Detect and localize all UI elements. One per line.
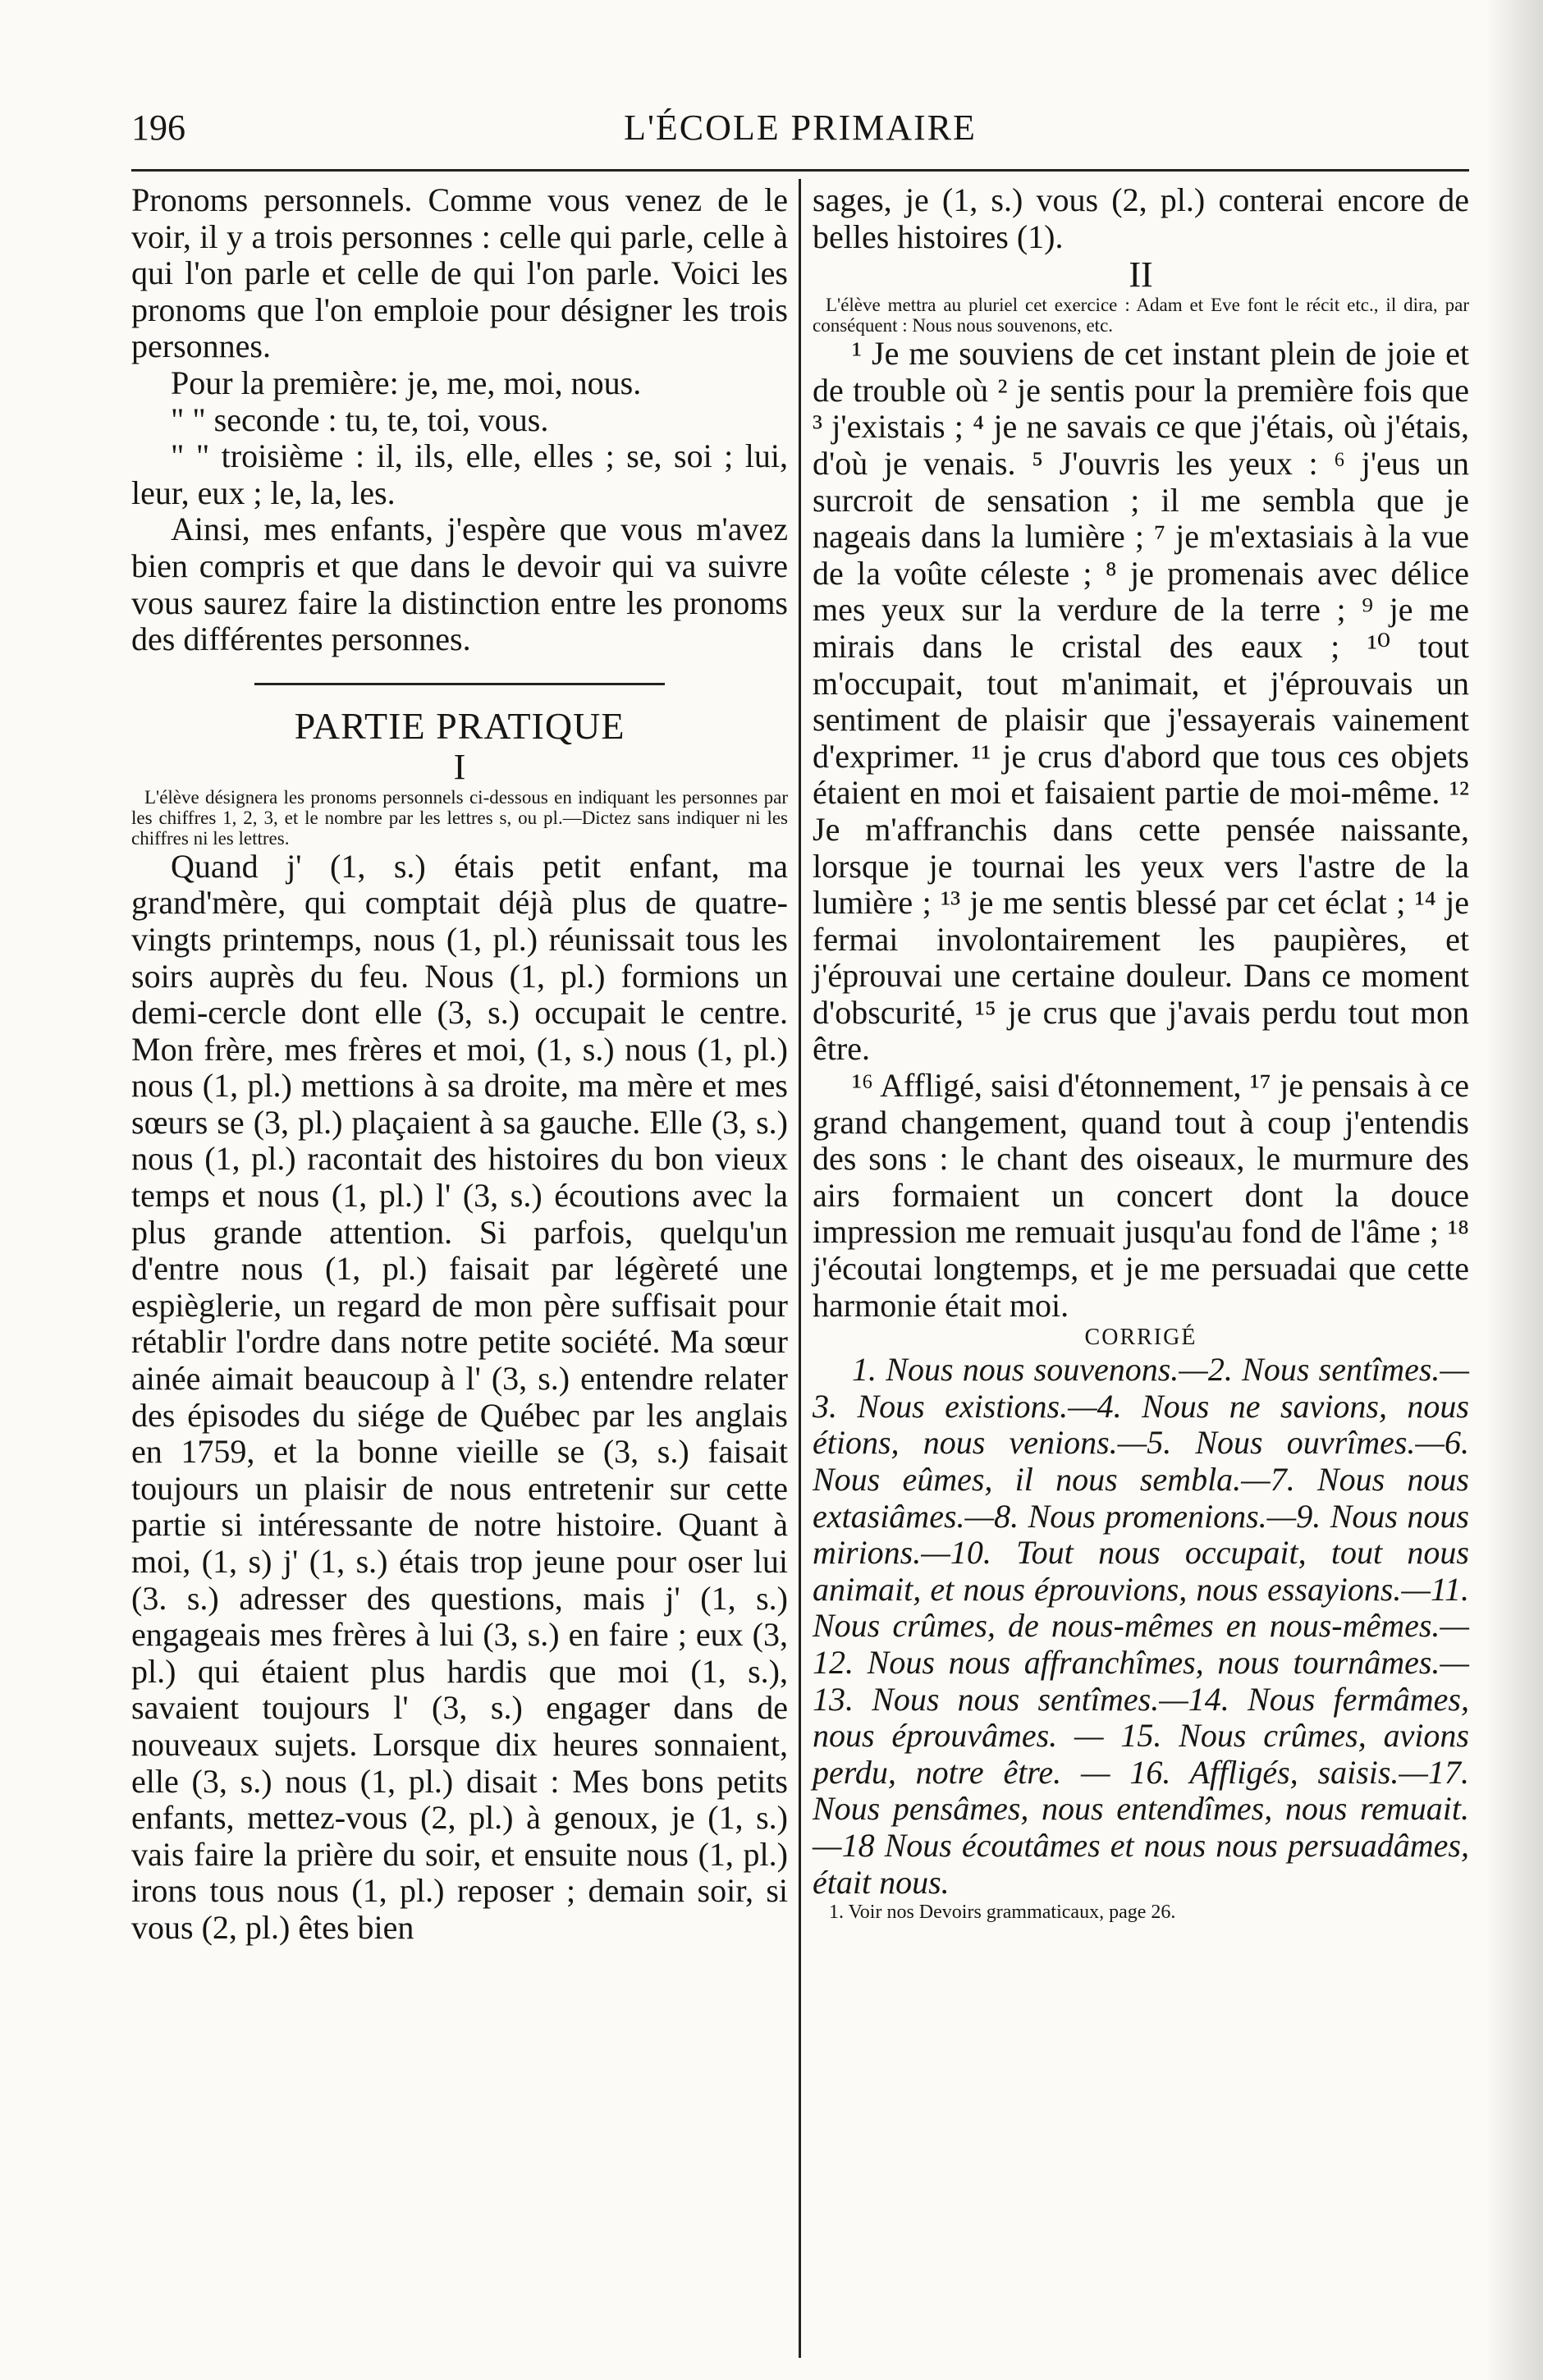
exercise-instruction: L'élève désignera les pronoms personnels ci-dessous en indiquant les personnes par les chiffres 1, 2, 3, et le nombre par les lettres s, ou pl.—Dictez sans indiquer ni les chiffres ni les lettres. — [131, 786, 788, 849]
exercise-text: Quand j' (1, s.) étais petit enfant, ma grand'mère, qui comptait déjà plus de quatre-vingts printemps, nous (1, pl.) réunissait tous les soirs auprès du feu. Nous (1, pl.) formions un demi-cercle dont elle (3, s.) occupait le centre. Mon frère, mes frères et moi, (1, s.) nous (1, pl.) nous (1, pl.) mettions à sa droite, ma mère et mes sœurs se (3, pl.) plaçaient à sa gauche. Elle (3, s.) nous (1, pl.) racontait des histoires du bon vieux temps et nous (1, pl.) l' (3, s.) écoutions avec la plus grande attention. Si parfois, quelqu'un d'entre nous (1, pl.) faisait par légèreté une espièglerie, un regard de mon père suffisait pour rétablir l'ordre dans notre petite société. Ma sœur ainée aimait beaucoup à l' (3, s.) entendre relater des épisodes du siége de Québec par les anglais en 1759, et la bonne vieille se (3, s.) faisait toujours un plaisir de nous entretenir sur cette partie si intéressante de notre histoire. Quant à moi, (1, s) j' (1, s.) étais trop jeune pour oser lui (3. s.) adresser des questions, mais j' (1, s.) engageais mes frères à lui (3, s.) en faire ; eux (3, pl.) qui étaient plus hardis que moi (1, s.), savaient toujours l' (3, s.) engager dans de nouveaux sujets. Lorsque dix heures sonnaient, elle (3, s.) nous (1, pl.) disait : Mes bons petits enfants, mettez-vous (2, pl.) à genoux, je (1, s.) vais faire la prière du soir, et ensuite nous (1, pl.) irons tous nous (1, pl.) reposer ; demain soir, si vous (2, pl.) êtes bien — [131, 847, 788, 1946]
exercise-continuation: sages, je (1, s.) vous (2, pl.) conterai encore de belles histoires (1). — [813, 181, 1469, 255]
corrige-heading: CORRIGÉ — [1084, 1325, 1197, 1351]
exercise-text: ¹ Je me souviens de cet instant plein de joie et de trouble où ² je sentis pour la première fois que ³ j'existais ; ⁴ je ne savais ce que j'étais, où j'étais, d'où je venais. ⁵ J'ouvris les yeux : ⁶ j'eus un surcroit de sensation ; il me sembla que je nageais dans la lumière ; ⁷ je m'extasiais à la vue de la voûte céleste ; ⁸ je promenais avec délice mes yeux sur la verdure de la terre ; ⁹ je me mirais dans le cristal des eaux ; ¹⁰ tout m'occupait, tout m'animait, et j'éprouvais un sentiment de plaisir que j'essayerais vainement d'exprimer. ¹¹ je crus d'abord que tous ces objets étaient en moi et faisaient partie de moi-même. ¹² Je m'affranchis dans cette pensée naissante, lorsque je tournai les yeux vers l'astre de la lumière ; ¹³ je me sentis blessé par cet éclat ; ¹⁴ je fermai involontairement les paupières, et j'éprouvai une certaine douleur. Dans ce moment d'obscurité, ¹⁵ je crus que j'avais perdu tout mon être. — [813, 335, 1469, 1068]
section-title: PARTIE PRATIQUE — [294, 704, 625, 747]
section-rule — [254, 683, 665, 685]
right-column — [813, 182, 1469, 1924]
running-title: L'ÉCOLE PRIMAIRE — [624, 108, 977, 148]
column-divider — [799, 179, 801, 2358]
corrige-text: 1. Nous nous souvenons.—2. Nous sentîmes.—3. Nous existions.—4. Nous ne savions, nous étions, nous venions.—5. Nous ouvrîmes.—6. Nous eûmes, il nous sembla.—7. Nous nous extasiâmes.—8. Nous promenions.—9. Nous nous mirions.—10. Tout nous occupait, tout nous animait, et nous éprouvions, nous essayions.—11. Nous crûmes, de nous-mêmes en nous-mêmes.—12. Nous nous affranchîmes, nous tournâmes.—13. Nous nous sentîmes.—14. Nous fermâmes, nous éprouvâmes. — 15. Nous crûmes, avions perdu, notre être. — 16. Affligés, saisis.—17. Nous pensâmes, nous entendîmes, nous remuait.—18 Nous écoutâmes et nous nous persuadâmes, était nous. — [813, 1351, 1469, 1901]
exercise-instruction: L'élève mettra au pluriel cet exercice : Adam et Eve font le récit etc., il dira, par conséquent : Nous nous souvenons, etc. — [813, 295, 1469, 336]
page-edge-shadow — [1486, 0, 1543, 2380]
exercise-numeral: I — [453, 746, 466, 787]
left-column — [131, 182, 788, 1947]
lesson-conclusion: Ainsi, mes enfants, j'espère que vous m'avez bien compris et que dans le devoir qui va suivre vous saurez faire la distinction entre les pronoms des différentes personnes. — [131, 510, 788, 658]
first-person-line: Pour la première: je, me, moi, nous. — [171, 364, 642, 401]
lesson-paragraph: Pronoms personnels. Comme vous venez de le voir, il y a trois personnes : celle qui parle, celle à qui l'on parle et celle de qui l'on parle. Voici les pronoms que l'on emploie pour désigner les trois personnes. — [131, 181, 788, 365]
page-header — [131, 107, 1469, 156]
footnote: 1. Voir nos Devoirs grammaticaux, page 26. — [829, 1902, 1176, 1924]
header-rule — [131, 169, 1469, 172]
second-person-line: " " seconde : tu, te, toi, vous. — [171, 400, 549, 438]
page-number: 196 — [131, 108, 185, 148]
third-person-line: " " troisième : il, ils, elle, elles ; se, soi ; lui, leur, eux ; le, la, les. — [131, 437, 788, 511]
exercise-numeral: II — [1129, 254, 1153, 295]
exercise-text: ¹⁶ Affligé, saisi d'étonnement, ¹⁷ je pensais à ce grand changement, quand tout à coup j'entendis des sons : le chant des oiseaux, le murmure des airs formaient un concert dont la douce impression me remuait jusqu'au fond de l'âme ; ¹⁸ j'écoutai longtemps, et je me persuadai que cette harmonie était moi. — [813, 1067, 1469, 1324]
